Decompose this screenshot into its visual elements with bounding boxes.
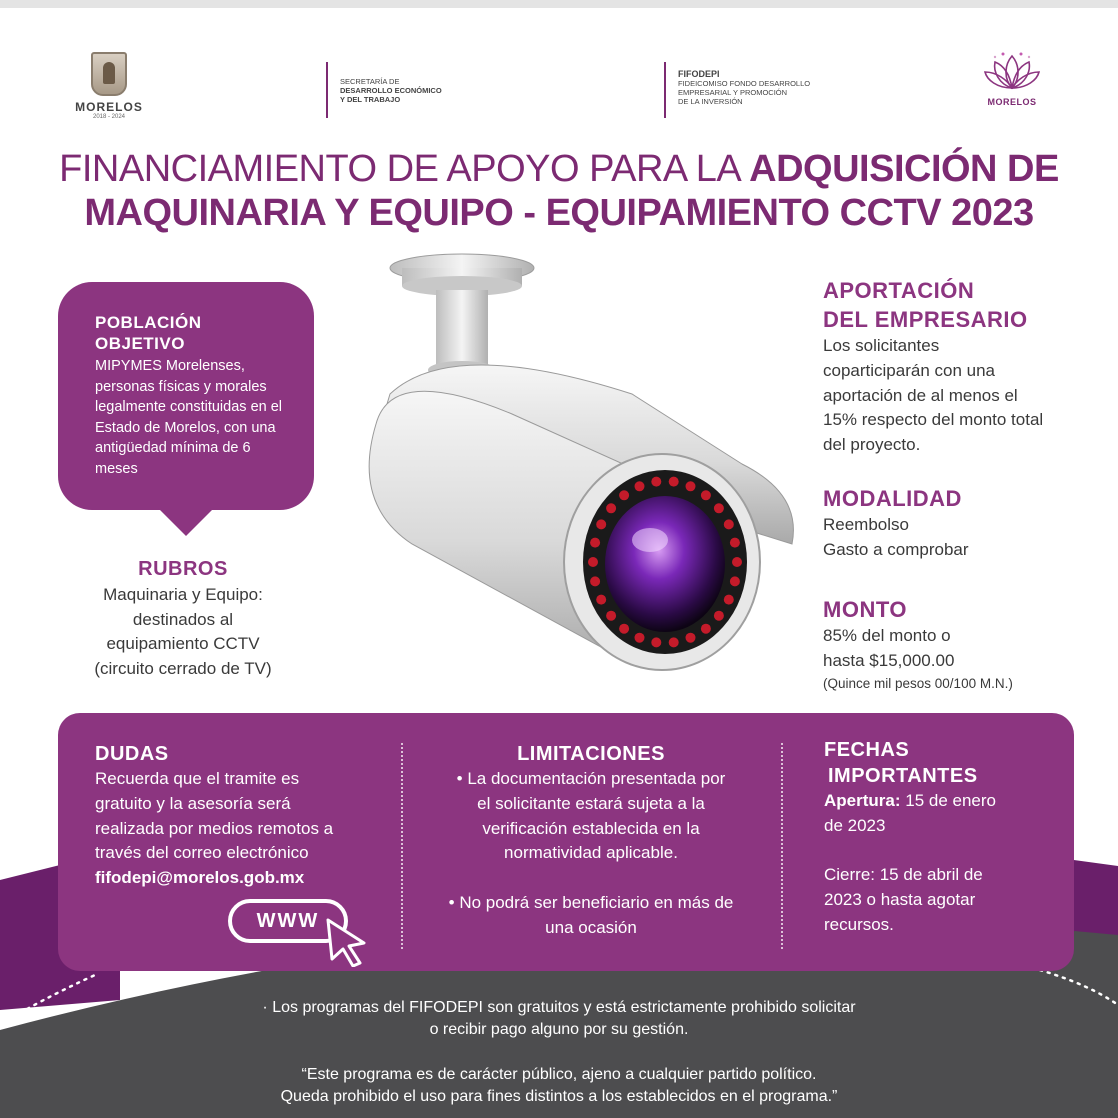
- dudas-line: través del correo electrónico: [95, 843, 309, 863]
- footer-line: “Este programa es de carácter público, ajeno a cualquier partido político.: [301, 1066, 817, 1083]
- title-bold: ADQUISICIÓN DE: [749, 148, 1059, 190]
- modalidad-text: [823, 513, 1093, 563]
- aportacion-line: del proyecto.: [823, 435, 921, 455]
- fechas-heading: FECHAS: [824, 739, 910, 761]
- ir-led: [669, 637, 679, 647]
- apertura-label: Apertura:: [824, 791, 901, 810]
- morelos-logo-name: MORELOS: [75, 100, 143, 114]
- monto-line: hasta $15,000.00: [823, 650, 955, 670]
- ir-led: [651, 477, 661, 487]
- ir-led: [651, 637, 661, 647]
- aportacion-line: coparticiparán con una: [823, 360, 996, 380]
- footer-notice: [0, 997, 1118, 1041]
- limitaciones-text: [423, 767, 759, 941]
- modalidad-line: Reembolso: [823, 515, 909, 534]
- morelos-government-logo: [74, 52, 144, 120]
- aportacion-heading: DEL EMPRESARIO: [823, 307, 1028, 332]
- dudas-line: Recuerda que el tramite es: [95, 769, 300, 788]
- poblacion-objetivo-bubble: [58, 282, 314, 510]
- column-divider: [401, 743, 403, 949]
- page-title-line2: [0, 190, 1118, 236]
- morelos-lotus-logo: [978, 50, 1046, 107]
- footer-line: o recibir pago alguno por su gestión.: [429, 1021, 689, 1038]
- rubros-line: Maquinaria y Equipo:: [103, 585, 263, 604]
- fifodepi-line: FIDEICOMISO FONDO DESARROLLO: [678, 79, 811, 88]
- secretaria-line: SECRETARÍA DE: [340, 77, 400, 86]
- monto-heading: MONTO: [823, 597, 907, 622]
- rubros-section: [52, 558, 314, 681]
- ir-led: [635, 633, 645, 643]
- ir-led: [714, 503, 724, 513]
- fechas-text: [824, 789, 1054, 938]
- morelos-logo-years: 2018 - 2024: [92, 114, 126, 120]
- title-bold: MAQUINARIA Y EQUIPO - EQUIPAMIENTO CCTV 2023: [84, 192, 1034, 234]
- limitaciones-heading: LIMITACIONES: [517, 743, 665, 765]
- ir-led: [596, 519, 606, 529]
- fifodepi-title: FIFODEPI: [678, 69, 720, 79]
- monto-line: (Quince mil pesos 00/100 M.N.): [823, 675, 1013, 691]
- ir-led: [730, 538, 740, 548]
- limitaciones-line: el solicitante estará sujeta a la: [477, 793, 705, 813]
- ir-led: [590, 538, 600, 548]
- fechas-heading: IMPORTANTES: [828, 765, 978, 787]
- column-divider: [781, 743, 783, 949]
- footer-line: Queda prohibido el uso para fines distintos a los establecidos en el programa.”: [280, 1088, 838, 1105]
- limitaciones-line: verificación establecida en la: [482, 818, 700, 838]
- coat-of-arms-icon: [91, 52, 127, 96]
- ir-led: [635, 481, 645, 491]
- pointer-cursor-icon: [324, 917, 370, 967]
- poblacion-heading: OBJETIVO: [95, 334, 185, 353]
- limitaciones-line: • La documentación presentada por: [456, 769, 726, 788]
- ir-led: [714, 611, 724, 621]
- secretaria-label: [340, 77, 442, 104]
- ir-led: [606, 611, 616, 621]
- ir-led: [619, 490, 629, 500]
- monto-line: 85% del monto o: [823, 626, 951, 645]
- cierre-line: Cierre: 15 de abril de: [824, 865, 983, 885]
- limitaciones-line: • No podrá ser beneficiario en más de: [448, 892, 734, 912]
- aportacion-line: 15% respecto del monto total: [823, 410, 1044, 430]
- page-title-line1: [0, 146, 1118, 192]
- rubros-line: equipamiento CCTV: [106, 634, 260, 654]
- ir-led: [619, 624, 629, 634]
- ir-led: [669, 477, 679, 487]
- cctv-camera-icon: [332, 244, 808, 684]
- monto-section: [823, 595, 1093, 694]
- contact-email-link[interactable]: fifodepi@morelos.gob.mx: [95, 868, 305, 888]
- ir-led: [724, 519, 734, 529]
- dudas-heading: DUDAS: [95, 743, 169, 765]
- dudas-section: [95, 741, 385, 891]
- rubros-line: destinados al: [132, 609, 234, 629]
- ir-led: [588, 557, 598, 567]
- top-border: [0, 0, 1118, 8]
- ir-led: [701, 490, 711, 500]
- fechas-section: [824, 737, 1054, 938]
- modalidad-line: Gasto a comprobar: [823, 539, 969, 559]
- poblacion-heading: POBLACIÓN: [95, 313, 202, 332]
- limitaciones-section: [423, 741, 759, 941]
- aportacion-line: aportación de al menos el: [823, 385, 1018, 405]
- rubros-line: (circuito cerrado de TV): [94, 658, 272, 678]
- monto-text: [823, 624, 1093, 694]
- apertura-line: de 2023: [824, 815, 886, 835]
- aportacion-heading: APORTACIÓN: [823, 278, 975, 303]
- fifodepi-label: [678, 70, 810, 106]
- info-panel: [58, 713, 1074, 971]
- right-logo-name: MORELOS: [987, 97, 1037, 107]
- cierre-line: 2023 o hasta agotar: [824, 890, 976, 910]
- secretaria-line: Y DEL TRABAJO: [340, 95, 401, 104]
- dudas-text: [95, 767, 385, 891]
- secretaria-line: DESARROLLO ECONÓMICO: [340, 86, 442, 95]
- website-button[interactable]: WWW: [228, 899, 348, 943]
- fifodepi-line: EMPRESARIAL Y PROMOCIÓN: [678, 88, 788, 97]
- poblacion-text: MIPYMES Morelenses, personas físicas y morales legalmente constituidas en el Estado de Morelos, con una antigüedad mínima de 6 meses: [95, 358, 283, 477]
- dudas-line: gratuito y la asesoría será: [95, 793, 291, 813]
- limitaciones-line: una ocasión: [545, 917, 637, 937]
- header-divider: [664, 62, 666, 118]
- ir-led: [724, 595, 734, 605]
- ir-led: [686, 481, 696, 491]
- aportacion-section: [823, 276, 1093, 458]
- footer-line: · Los programas del FIFODEPI son gratuitos y está estrictamente prohibido solicitar: [262, 999, 856, 1016]
- aportacion-line: Los solicitantes: [823, 336, 940, 355]
- header-divider: [326, 62, 328, 118]
- dudas-line: realizada por medios remotos a: [95, 818, 334, 838]
- modalidad-section: [823, 484, 1093, 563]
- footer-disclaimer: [0, 1064, 1118, 1108]
- limitaciones-line: normatividad aplicable.: [504, 843, 678, 863]
- title-regular: FINANCIAMIENTO DE APOYO PARA LA: [59, 148, 750, 190]
- fifodepi-line: DE LA INVERSIÓN: [678, 97, 743, 106]
- cierre-line: recursos.: [824, 914, 894, 934]
- ir-led: [590, 576, 600, 586]
- aportacion-text: [823, 334, 1093, 458]
- modalidad-heading: MODALIDAD: [823, 486, 962, 511]
- ir-led: [732, 557, 742, 567]
- ir-led: [596, 595, 606, 605]
- apertura-value: 15 de enero: [900, 791, 996, 810]
- ir-led: [686, 633, 696, 643]
- lotus-icon: [983, 50, 1041, 92]
- rubros-heading: RUBROS: [138, 558, 228, 580]
- ir-led: [730, 576, 740, 586]
- ir-led: [606, 503, 616, 513]
- ir-led: [701, 624, 711, 634]
- rubros-text: [52, 583, 314, 681]
